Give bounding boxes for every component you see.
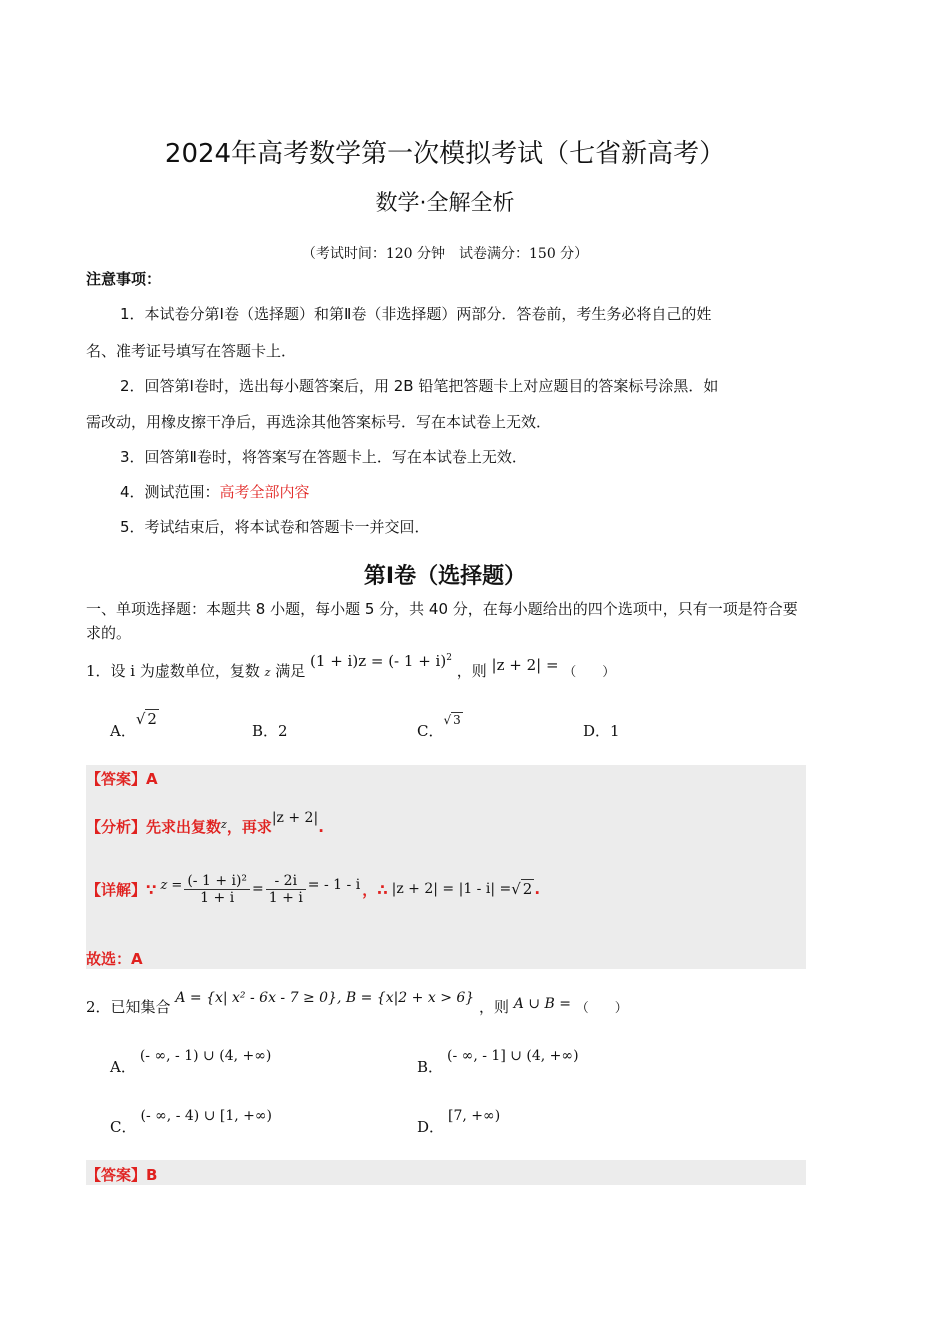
page-title: 2024年高考数学第一次模拟考试（七省新高考） (164, 139, 726, 169)
q1-mid: 满足 (275, 662, 306, 680)
q2-option-b-label: B． (417, 1058, 444, 1076)
q1-option-a[interactable] (110, 710, 159, 741)
q1-analysis-mid: ，再求 (226, 818, 272, 836)
q1-option-b[interactable]: B．2 (252, 722, 288, 740)
q1-detail-eq1: = (252, 881, 264, 897)
q2-suffix: ，则 (478, 998, 509, 1016)
q1-equation (310, 652, 452, 670)
question-2-stem (86, 990, 628, 1017)
q2-option-a-label: A． (110, 1058, 136, 1076)
notice-item-5: 5．考试结束后，将本试卷和答题卡一并交回． (120, 518, 430, 536)
q1-answer: 【答案】A (86, 770, 158, 788)
q1-choose: 故选：A (86, 950, 143, 968)
q2-option-d-label: D． (417, 1118, 445, 1136)
q1-frac1-num: (- 1 + i)² (184, 873, 250, 890)
q1-var-z: z (264, 666, 271, 679)
q1-analysis-abs: |z + 2| (271, 810, 319, 826)
section-intro: 一、单项选择题：本题共 8 小题，每小题 5 分，共 40 分，在每小题给出的四个选项中，只有一项是符合要求的。 (86, 600, 798, 642)
notice-item-3: 3．回答第Ⅱ卷时，将答案写在答题卡上．写在本试卷上无效． (120, 448, 527, 466)
q1-frac2-num: - 2i (266, 873, 306, 890)
q2-set-a: A = {x| x² - 6x - 7 ≥ 0} (175, 990, 337, 1006)
q1-detail-eq2: = - 1 - i (307, 877, 361, 893)
q2-option-c-value: (- ∞, - 4) ∪ [1, +∞) (140, 1108, 272, 1124)
q1-option-c-value: √ 3 (443, 713, 461, 727)
q1-analysis-end: . (318, 818, 324, 836)
q1-detail-sqrt: √ 2 (511, 880, 533, 898)
q2-option-b[interactable] (417, 1048, 579, 1077)
q1-detail (86, 864, 540, 914)
q1-detail-label: 【详解】∵ (86, 880, 157, 899)
q1-paren: （ ） (563, 665, 616, 680)
q2-option-d-value: [7, +∞) (448, 1108, 501, 1124)
section-title: 第Ⅰ卷（选择题） (363, 564, 527, 589)
exam-info: （考试时间：120 分钟 试卷满分：150 分） (301, 246, 589, 262)
q1-detail-therefore: ，∴ (362, 880, 388, 899)
q1-frac2-den: 1 + i (268, 889, 303, 906)
q2-union: A ∪ B = (513, 996, 571, 1012)
q2-answer: 【答案】B (86, 1166, 158, 1184)
q2-option-a-value: (- ∞, - 1) ∪ (4, +∞) (139, 1048, 272, 1064)
q2-option-d[interactable] (417, 1108, 501, 1137)
notice-item-4 (120, 481, 310, 502)
q2-answer-box (86, 1160, 806, 1185)
notice-item-1-line-1: 1．本试卷分第Ⅰ卷（选择题）和第Ⅱ卷（非选择题）两部分．答卷前，考生务必将自己的姓 (120, 305, 712, 323)
notice-item-2-line-1: 2．回答第Ⅰ卷时，选出每小题答案后，用 2B 铅笔把答题卡上对应题目的答案标号涂黑．如 (120, 377, 719, 395)
q1-analysis-z: z (221, 818, 227, 831)
q1-option-c-radicand: 3 (453, 713, 461, 727)
q1-detail-fraction-2 (266, 873, 306, 906)
q1-option-a-radicand: 2 (147, 710, 157, 728)
notice-item-4-prefix: 4．测试范围： (120, 483, 220, 501)
q1-option-c-label: C． (417, 722, 444, 740)
q1-abs-expr: |z + 2| = (491, 656, 559, 674)
q2-option-c[interactable] (110, 1108, 272, 1137)
q1-detail-sqrt-radicand: 2 (522, 880, 533, 898)
q1-frac1-den: 1 + i (200, 889, 235, 906)
q1-equation-text: (1 + i)z = (- 1 + i) (310, 652, 447, 670)
q2-option-a[interactable] (110, 1048, 272, 1077)
q1-option-c[interactable] (417, 713, 463, 741)
q1-option-a-label: A． (110, 722, 136, 740)
q1-option-d[interactable]: D．1 (583, 722, 620, 740)
q1-detail-fraction-1 (184, 873, 250, 906)
test-scope: 高考全部内容 (219, 483, 310, 501)
q2-option-c-label: C． (110, 1118, 137, 1136)
q1-option-a-value: √ 2 (135, 710, 157, 728)
q2-option-b-value: (- ∞, - 1] ∪ (4, +∞) (447, 1048, 579, 1064)
q1-analysis (86, 810, 324, 837)
notice-item-1-line-2: 名、准考证号填写在答题卡上． (86, 342, 297, 360)
q2-prefix: 2．已知集合 (86, 998, 171, 1016)
q1-detail-z: z = (160, 877, 183, 893)
q2-set-b: , B = {x|2 + x > 6} (336, 990, 475, 1006)
q1-comma: ，则 (456, 662, 487, 680)
q2-paren: （ ） (575, 1001, 628, 1016)
q1-detail-end: . (534, 880, 541, 898)
notice-item-2-line-2: 需改动，用橡皮擦干净后，再选涂其他答案标号．写在本试卷上无效． (86, 413, 552, 431)
q1-detail-result: |z + 2| = |1 - i| = (391, 881, 512, 897)
notice-heading: 注意事项： (86, 270, 162, 288)
page-subtitle: 数学·全解全析 (375, 191, 515, 216)
q1-prefix: 1．设 i 为虚数单位，复数 (86, 662, 260, 680)
q1-equation-sup: 2 (446, 653, 452, 663)
q1-analysis-label: 【分析】先求出复数 (86, 818, 222, 836)
question-1-stem (86, 652, 616, 681)
